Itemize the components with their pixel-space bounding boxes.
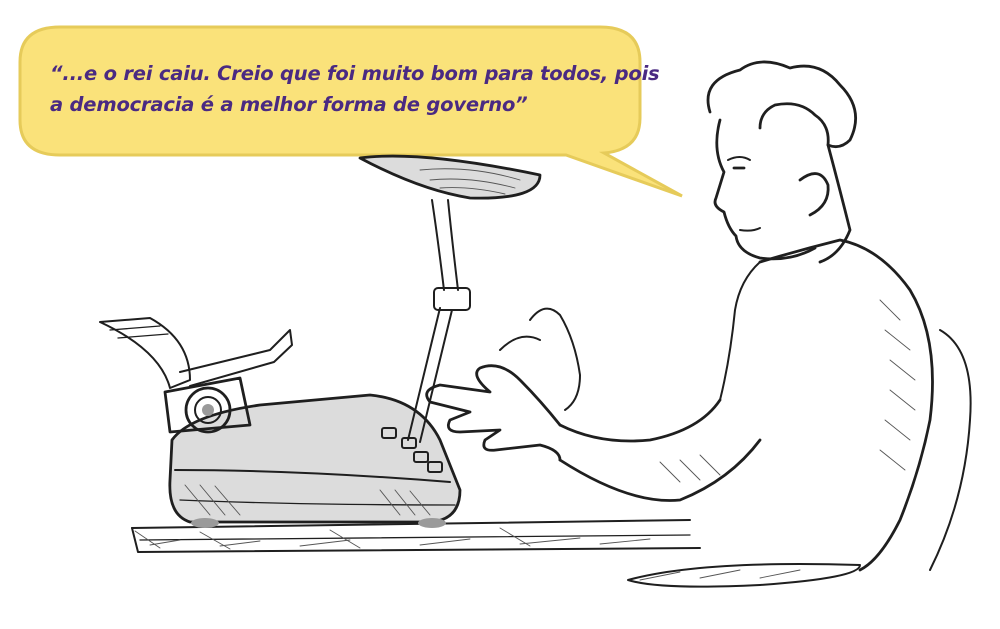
speech-bubble-text bbox=[50, 58, 660, 120]
speech-line-2: a democracia é a melhor forma de governo” bbox=[50, 93, 528, 116]
speech-line-1: “...e o rei caiu. Creio que foi muito bom para todos, pois bbox=[50, 62, 660, 85]
typewriter bbox=[100, 318, 460, 528]
